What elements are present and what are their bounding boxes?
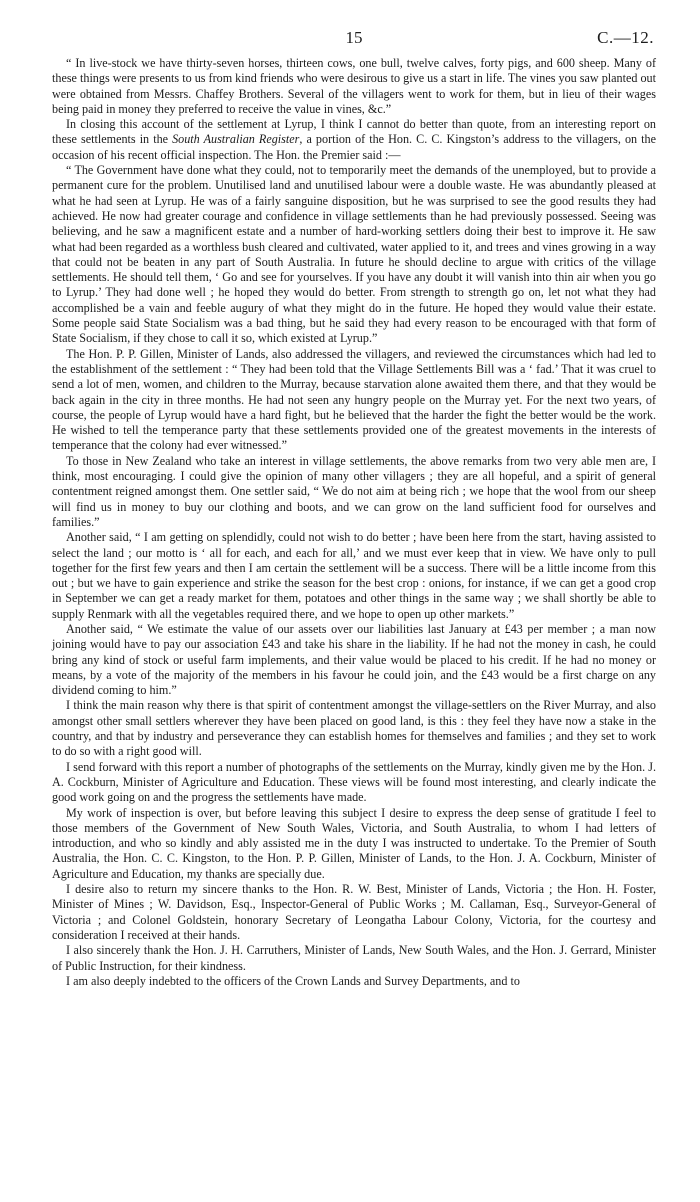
- paragraph-indebted: I am also deeply indebted to the officers of the Crown Lands and Survey Departments, and to: [66, 973, 520, 988]
- paragraph-another-said-2: Another said, “ We estimate the value of our assets over our liabilities last January at £43 per member ; a man now joining would have to pay our association £43 and take his share in the liability. If he had not the money in cash, he could bring any kind of stock or useful farm implements, and their value would be placed to his credit. If he had no money or means, by a vote of the majority of the members in his favour he could join, and the £43 would be a first charge on any dividend coming to him.”: [52, 621, 656, 698]
- paragraph-closing-account: In closing this account of the settlement at Lyrup, I think I cannot do better than quote, from an interesting report on these settlements in the South Australian Register, a portion of the Hon. C. C. Kingston’s address to the villagers, on the occasion of his recent official inspection. The Hon. the Premier said :—: [52, 117, 657, 162]
- paragraph-another-said-1: Another said, “ I am getting on splendidly, could not wish to do better ; have been here from the start, having assisted to select the land ; our motto is ‘ all for each, and each for all,’ and we must ever keep that in view. We have only to pull together for the first few years and then I am certain the settlement will be a success. There will be a little income from this out ; but we have to gain experience and strike the season for the best crop : onions, for instance, if we can get a good crop in September we can get a ready market for them, potatoes and other things in the same way ; we shall shortly be able to supply Renmark with all the vegetables required there, and we hope to open up other markets.”: [52, 530, 656, 621]
- paragraph-gillen-address: The Hon. P. P. Gillen, Minister of Lands, also addressed the villagers, and reviewed the circumstances which had led to the establishment of the settlement : “ They had been told that the Village Settlements Bill was a ‘ fad.’ That it was cruel to send a lot of men, women, and children to the Murray, because starvation alone awaited them there, and that they would be back again in the city in three months. He had not seen any hungry people on the Murray yet. For the next two years, of course, the people of Lyrup would have a hard fight, but he believed that the harder the fight the better would be the work. He wished to tell the temperance party that these settlements provided one of the greatest movements in the interests of temperance that the colony had ever witnessed.”: [52, 346, 656, 453]
- page-header: [52, 24, 656, 56]
- document-reference: C.—12.: [597, 28, 654, 47]
- paragraph-contentment: I think the main reason why there is that spirit of contentment amongst the village-settlers on the River Murray, and also amongst other small settlers wherever they have been placed on good land, is this : they feel they have now a stake in the country, and that by industry and perseverance they can establish homes for themselves and families ; and they set to work to do so with a right good will.: [52, 698, 656, 759]
- newspaper-title: South Australian Register: [172, 132, 300, 147]
- paragraph-thanks-victoria: I desire also to return my sincere thanks to the Hon. R. W. Best, Minister of Lands, Victoria ; the Hon. H. Foster, Minister of Mines ; W. Davidson, Esq., Inspector-General of Public Works ; M. Callaman, Esq., Surveyor-General of Victoria ; and Colonel Goldstein, honorary Secretary of Leongatha Labour Colony, Victoria, for the courtesy and consideration I received at their hands.: [52, 882, 656, 942]
- paragraph-thanks-nsw: I also sincerely thank the Hon. J. H. Carruthers, Minister of Lands, New South Wales, and the Hon. J. Gerrard, Minister of Public Instruction, for their kindness.: [52, 943, 656, 973]
- paragraph-livestock: “ In live-stock we have thirty-seven horses, thirteen cows, one bull, twelve calves, forty pigs, and 600 sheep. Many of these things were presents to us from kind friends who were desirous to give us a start in life. The vines you saw planted out were obtained from Messrs. Chaffey Brothers. Several of the villagers went to work for them, but in lieu of their wages being paid in money they preferred to receive the value in vines, &c.”: [52, 56, 656, 116]
- paragraph-premier-quote: “ The Government have done what they could, not to temporarily meet the demands of the unemployed, but to provide a permanent cure for the problem. Unutilised land and unutilised labour were a double waste. He was abundantly pleased at what he had seen at Lyrup. He was of a fairly sanguine disposition, but he was surprised to see the good results they had achieved. He now had greater courage and confidence in village settlements than he had previously possessed. Seeing was believing, and he saw a magnificent estate and a number of hard-working settlers doing their best to improve it. He saw what had been regarded as a worthless bush cleared and cultivated, water applied to it, and trees and vines growing in a way that could not be beaten in any part of South Australia. In future he should decline to argue with critics of the village settlements. He should tell them, ‘ Go and see for yourselves. If you have any doubt it will vanish into thin air when you go to Lyrup.’ They had done well ; he hoped they would do better. From strength to strength go on, let not what they had accomplished be a vain and feeble augury of what they might do in the future. He hoped they would value their estate. Some people said State Socialism was a bad thing, but he said they had every reason to be encouraged with that form of State Socialism, if they chose to call it so, which existed at Lyrup.”: [52, 163, 656, 346]
- paragraph-gratitude: My work of inspection is over, but before leaving this subject I desire to express the deep sense of gratitude I feel to those members of the Government of New South Wales, Victoria, and South Australia, to whom I had letters of introduction, and who so kindly and ably assisted me in the duty I was instructed to undertake. To the Premier of South Australia, the Hon. C. C. Kingston, to the Hon. P. P. Gillen, Minister of Lands, to the Hon. J. A. Cockburn, Minister of Agriculture and Education, my thanks are specially due.: [52, 805, 656, 881]
- page-number: 15: [345, 28, 363, 47]
- body-text: [52, 56, 656, 989]
- paragraph-new-zealand: To those in New Zealand who take an interest in village settlements, the above remarks from two very able men are, I think, most encouraging. I could give the opinion of many other villagers ; they are all hopeful, and a spirit of general contentment reigned amongst them. One settler said, “ We do not aim at being rich ; we hope that the wool from our sheep will find us in money to buy our clothing and boots, and we can grow on the land sufficient food for ourselves and families.”: [52, 453, 656, 529]
- paragraph-photographs: I send forward with this report a number of photographs of the settlements on the Murray, kindly given me by the Hon. J. A. Cockburn, Minister of Agriculture and Education. These views will be found most interesting, and clearly indicate the good work going on and the progress the settlements have made.: [52, 759, 656, 805]
